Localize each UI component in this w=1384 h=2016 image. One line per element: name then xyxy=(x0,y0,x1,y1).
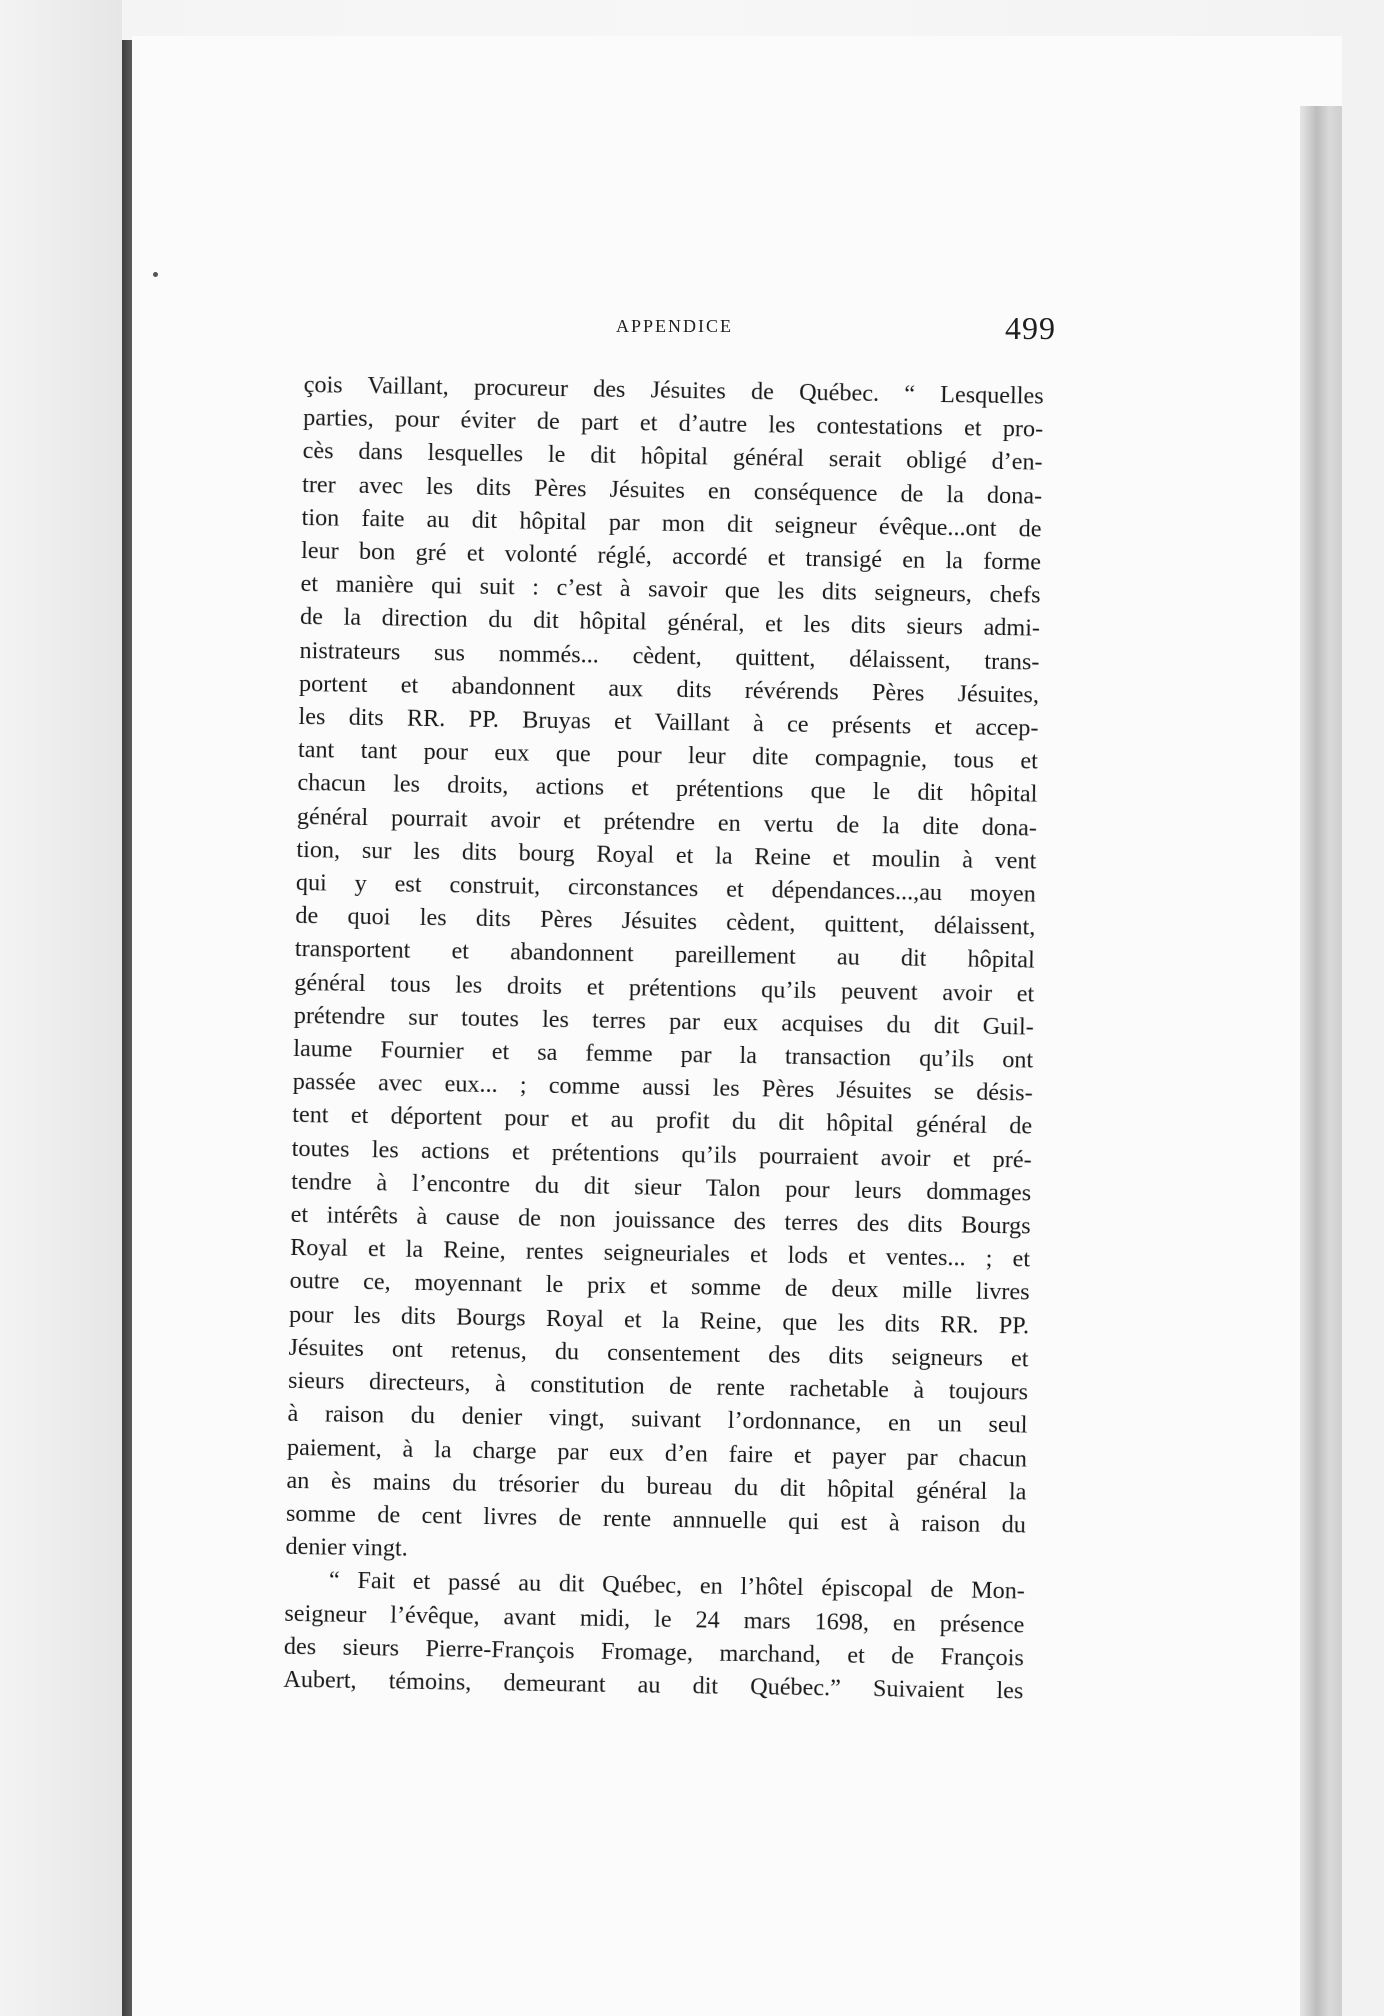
text-line: prétendre sur toutes les terres par eux acquises du dit Guil- xyxy=(293,1001,1034,1041)
text-line: Jésuites ont retenus, du consentement des dits seigneurs et xyxy=(288,1333,1029,1373)
text-line: toutes les actions et prétentions qu’ils pourraient avoir et pré- xyxy=(291,1134,1032,1174)
text-line: de la direction du dit hôpital général, et les dits sieurs admi- xyxy=(299,603,1041,643)
facing-page-edge xyxy=(0,0,122,2016)
text-line: laume Fournier et sa femme par la transaction qu’ils ont xyxy=(293,1034,1034,1074)
text-line: somme de cent livres de rente annnuelle qui est à raison du xyxy=(285,1499,1027,1539)
text-line: tion faite au dit hôpital par mon dit seigneur évêque...ont de xyxy=(301,503,1042,543)
text-line: tion, sur les dits bourg Royal et la Reine et moulin à vent xyxy=(296,835,1037,875)
text-line: chacun les droits, actions et prétentions que le dit hôpital xyxy=(297,769,1038,809)
text-line: transportent et abandonnent pareillement au dit hôpital xyxy=(294,935,1035,975)
text-line: outre ce, moyennant le prix et somme de deux mille livres xyxy=(289,1267,1030,1306)
text-line: leur bon gré et volonté réglé, accordé et transigé en la forme xyxy=(300,536,1042,576)
text-line: Royal et la Reine, rentes seigneuriales et lods et ventes... ; et xyxy=(289,1234,1031,1273)
text-line: portent et abandonnent aux dits révérends Pères Jésuites, xyxy=(298,669,1040,709)
text-line: nistrateurs sus nommés... cèdent, quittent, délaissent, trans- xyxy=(299,636,1040,676)
text-line: cès dans lesquelles le dit hôpital général serait obligé d’en- xyxy=(302,437,1043,477)
text-line: les dits RR. PP. Bruyas et Vaillant à ce présents et accep- xyxy=(298,702,1039,742)
text-line: général tous les droits et prétentions qu’ils peuvent avoir et xyxy=(294,968,1035,1008)
body-text xyxy=(283,368,1044,1708)
text-line: denier vingt. xyxy=(285,1532,408,1562)
text-line: et intérêts à cause de non jouissance des terres des dits Bourgs xyxy=(290,1200,1031,1240)
text-line: parties, pour éviter de part et d’autre les contestations et pro- xyxy=(303,404,1044,443)
text-line: çois Vaillant, procureur des Jésuites de Québec. “ Lesquelles xyxy=(303,370,1044,410)
text-line: à raison du denier vingt, suivant l’ordonnance, en un seul xyxy=(287,1400,1028,1439)
scan-speck xyxy=(153,272,158,277)
text-line: paiement, à la charge par eux d’en faire et payer par chacun xyxy=(286,1433,1028,1472)
running-head: APPENDICE xyxy=(616,316,734,336)
text-line: an ès mains du trésorier du bureau du dit hôpital général la xyxy=(286,1466,1027,1506)
paragraph-2 xyxy=(283,1563,1025,1707)
text-line: Aubert, témoins, demeurant au dit Québec.” Suivaient les xyxy=(283,1665,1024,1705)
text-line: pour les dits Bourgs Royal et la Reine, que les dits RR. PP. xyxy=(288,1300,1030,1340)
text-line: des sieurs Pierre-François Fromage, marchand, et de François xyxy=(283,1632,1025,1672)
text-line: et manière qui suit : c’est à savoir que les dits seigneurs, chefs xyxy=(300,570,1041,609)
page-header xyxy=(296,310,1056,360)
text-line: général pourrait avoir et prétendre en vertu de la dite dona- xyxy=(296,802,1038,842)
text-line: “ Fait et passé au dit Québec, en l’hôtel épiscopal de Mon- xyxy=(328,1566,1026,1605)
page-edge-shadow xyxy=(1300,106,1342,2016)
paragraph-1 xyxy=(285,368,1044,1575)
text-line: de quoi les dits Pères Jésuites cèdent, quittent, délaissent, xyxy=(295,902,1036,941)
text-line: tant tant pour eux que pour leur dite compagnie, tous et xyxy=(297,736,1039,775)
page-number: 499 xyxy=(1005,310,1056,346)
book-binding-shadow xyxy=(122,40,132,2016)
text-line: trer avec les dits Pères Jésuites en conséquence de la dona- xyxy=(301,470,1043,510)
text-line: tendre à l’encontre du dit sieur Talon pour leurs dommages xyxy=(291,1167,1032,1207)
text-line: seigneur l’évêque, avant midi, le 24 mars 1698, en présence xyxy=(284,1599,1025,1638)
text-line: tent et déportent pour et au profit du dit hôpital général de xyxy=(292,1101,1033,1140)
text-line: sieurs directeurs, à constitution de rente rachetable à toujours xyxy=(287,1366,1029,1406)
text-line: passée avec eux... ; comme aussi les Pères Jésuites se désis- xyxy=(292,1068,1033,1107)
text-line: qui y est construit, circonstances et dépendances...,au moyen xyxy=(295,868,1037,908)
